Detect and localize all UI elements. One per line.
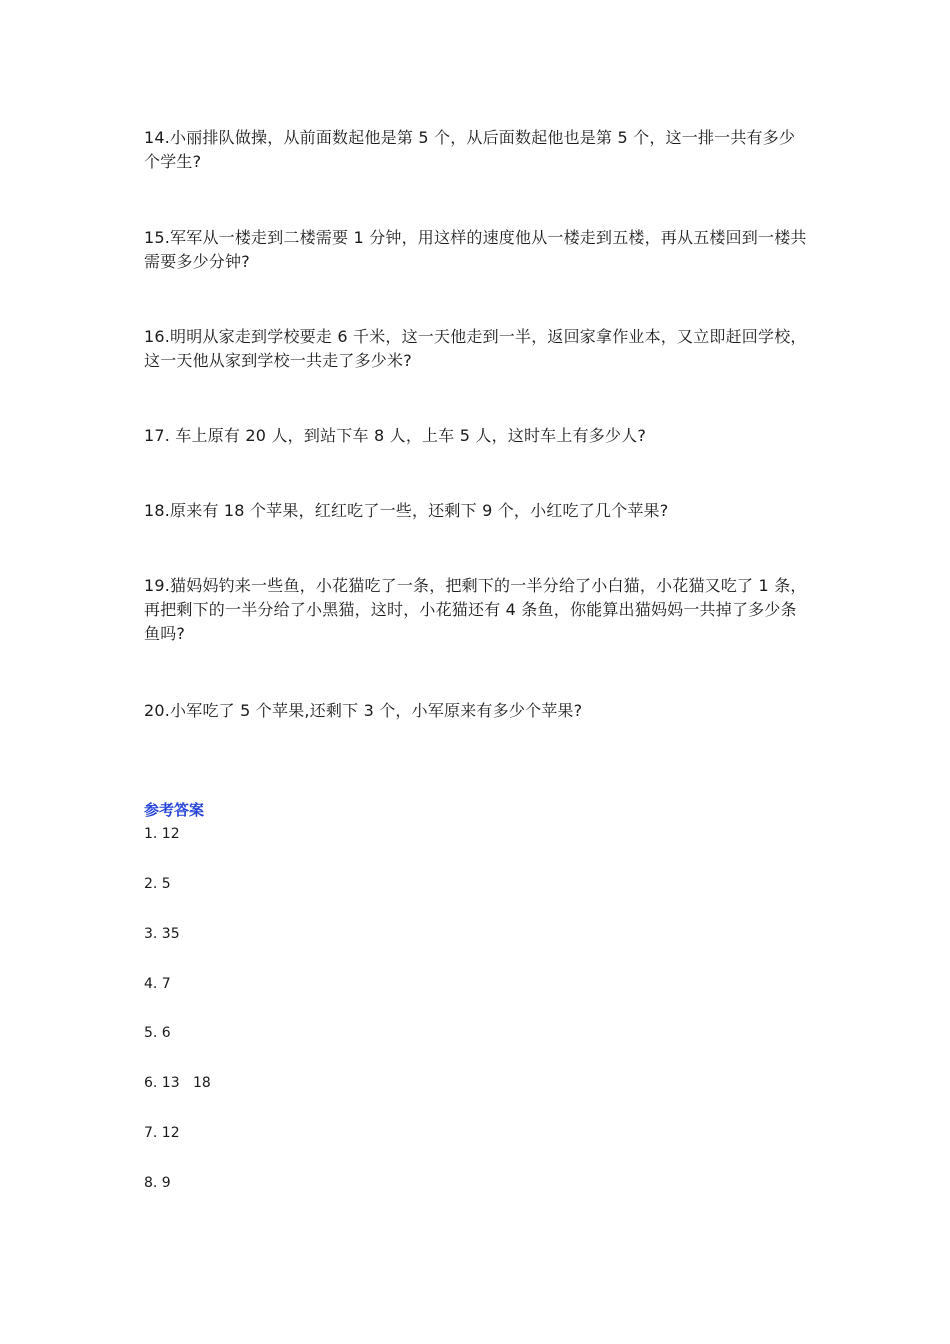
question-20: 20.小军吃了 5 个苹果,还剩下 3 个，小军原来有多少个苹果? <box>144 701 583 720</box>
question-15: 15.军军从一楼走到二楼需要 1 分钟，用这样的速度他从一楼走到五楼，再从五楼回到一楼共需要多少分钟? <box>144 228 807 271</box>
question-16: 16.明明从家走到学校要走 6 千米，这一天他走到一半，返回家拿作业本，又立即赶回学校，这一天他从家到学校一共走了多少米? <box>144 327 807 370</box>
answer-7: 7. 12 <box>144 1125 180 1141</box>
answer-2: 2. 5 <box>144 876 171 892</box>
question-18: 18.原来有 18 个苹果，红红吃了一些，还剩下 9 个，小红吃了几个苹果? <box>144 501 669 520</box>
answer-3: 3. 35 <box>144 926 180 942</box>
answer-8: 8. 9 <box>144 1175 171 1191</box>
answer-6: 6. 13 18 <box>144 1075 211 1091</box>
question-17: 17. 车上原有 20 人，到站下车 8 人，上车 5 人，这时车上有多少人? <box>144 426 647 445</box>
question-19: 19.猫妈妈钓来一些鱼，小花猫吃了一条，把剩下的一半分给了小白猫，小花猫又吃了 1 条，再把剩下的一半分给了小黑猫，这时，小花猫还有 4 条鱼，你能算出猫妈妈一共掉了多少条鱼吗? <box>144 576 807 643</box>
answer-5: 5. 6 <box>144 1025 171 1041</box>
answer-4: 4. 7 <box>144 976 171 992</box>
answer-1: 1. 12 <box>144 826 180 842</box>
answers-heading: 参考答案 <box>144 801 205 819</box>
question-14: 14.小丽排队做操，从前面数起他是第 5 个，从后面数起他也是第 5 个，这一排一共有多少个学生? <box>144 128 796 171</box>
